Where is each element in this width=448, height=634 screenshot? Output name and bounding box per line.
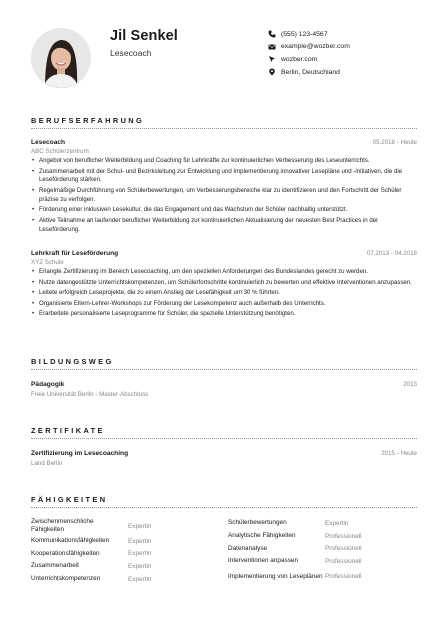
skill-item [228, 517, 362, 530]
section-divider [31, 128, 417, 129]
certificate-date: 2015 - Heute [381, 450, 417, 457]
contact-website-text[interactable]: wozber.com [281, 55, 318, 63]
contact-email-text[interactable]: example@wozber.com [281, 43, 350, 51]
section-divider [31, 369, 417, 370]
contact-location-text: Berlin, Deutschland [281, 68, 340, 76]
job-date: 05.2018 - Heute [372, 139, 417, 146]
section-title-experience: BERUFSERFAHRUNG [31, 116, 145, 125]
list-item: • Angebot von beruflicher Weiterbildung und Coaching für Lehrkräfte zur kontinuierlichen Verbesserung des Leseunterrichts. [31, 157, 417, 166]
job-title: Lesecoach [31, 139, 66, 146]
list-item: • Erlangte Zertifizierung im Bereich Lesecoaching, um den speziellen Anforderungen des Bundeslandes gerecht zu werden. [31, 268, 417, 277]
skill-item [228, 568, 362, 586]
skill-level: Expertin [128, 537, 152, 545]
contact-phone [268, 28, 350, 41]
section-title-skills: FÄHIGKEITEN [31, 495, 108, 504]
skill-level: Expertin [128, 522, 152, 530]
skill-item [228, 530, 362, 543]
skill-level: Expertin [325, 520, 349, 527]
skill-level: Professionell [325, 557, 362, 565]
section-divider [31, 507, 417, 508]
skill-name: Interventionen anpassen [228, 557, 298, 565]
section-divider [31, 438, 417, 439]
skill-item [31, 560, 151, 573]
list-item: • Zusammenarbeit mit der Schul- und Bezirksleitung zur Entwicklung und Implementierung innovativer Lesepläne und -initiativen, die die Leseförderung stärken. [31, 168, 417, 186]
mail-icon [268, 43, 276, 51]
skill-name: Kommunikationsfähigkeiten [31, 537, 110, 545]
contact-location [268, 66, 350, 79]
contact-list [268, 28, 350, 78]
list-item: • Organisierte Eltern-Lehrer-Workshops zur Förderung der Lesekompetenz auch außerhalb des Unterrichts. [31, 300, 417, 309]
skill-name: Implementierung von Leseplänen [228, 572, 323, 580]
contact-website [268, 53, 350, 66]
job-bullets [31, 157, 417, 236]
skill-name: Analytische Fähigkeiten [228, 532, 296, 540]
section-title-certificates: ZERTIFIKATE [31, 426, 105, 435]
list-item: • Aktive Teilnahme an laufender beruflicher Weiterbildung zur kontinuierlichen Aktualisierung der neuesten Best Practices in der Leseförderung. [31, 217, 417, 235]
globe-icon [268, 55, 276, 63]
job-bullets [31, 268, 417, 321]
location-pin-icon [268, 68, 276, 76]
skill-name: Schülerbewertungen [228, 519, 287, 527]
job-title: Lehrkraft für Leseförderung [31, 250, 119, 257]
skill-name: Kooperationsfähigkeiten [31, 549, 100, 557]
list-item: • Regelmäßige Durchführung von Schülerbewertungen, um Verbesserungsbereiche klar zu identifizieren und den Fortschritt der Schüler präzise zu verfolgen. [31, 187, 417, 205]
phone-icon [268, 30, 276, 38]
section-title-education: BILDUNGSWEG [31, 357, 114, 366]
skill-item [31, 573, 151, 586]
candidate-name: Jil Senkel [110, 28, 178, 44]
contact-email [268, 41, 350, 54]
skill-name: Unterrichtskompetenzen [31, 574, 101, 582]
list-item: • Nutze datengestützte Unterrichtskompetenzen, um Schülerfortschritte kontinuierlich zu bewerten und effektive Interventionen anzupassen. [31, 279, 417, 288]
certificate-title: Zertifizierung im Lesecoaching [31, 450, 129, 457]
avatar-portrait-icon [31, 28, 91, 88]
list-item: • Leitete erfolgreich Leseprojekte, die zu einem Anstieg der Lesefähigkeit um 30 % führten. [31, 289, 417, 298]
skill-level: Professionell [325, 573, 362, 581]
skill-item [31, 535, 151, 548]
job-company: ABC Schülerzentrum [31, 148, 89, 155]
skills-column-right [228, 517, 362, 586]
skill-level: Expertin [128, 550, 152, 558]
skill-item [31, 548, 151, 561]
skill-item [31, 517, 151, 535]
skill-name: Zwischenmenschliche Fähigkeiten [31, 517, 94, 533]
skill-level: Expertin [128, 575, 152, 583]
education-title: Pädagogik [31, 381, 65, 388]
job-date: 07.2013 - 04.2018 [366, 250, 417, 257]
list-item: • Erarbeitete personalisierte Leseprogramme für Schüler, die spezielle Unterstützung benötigten. [31, 310, 417, 319]
job-company: XYZ Schule [31, 259, 64, 266]
avatar [31, 28, 91, 88]
contact-phone-text[interactable]: (555) 123-4567 [281, 30, 328, 38]
candidate-role: Lesecoach [110, 48, 152, 58]
certificate-issuer: Land Berlin [31, 460, 63, 467]
skill-name: Zusammenarbeit [31, 562, 79, 570]
skills-column-left [31, 517, 151, 585]
skill-item [228, 555, 362, 568]
skill-level: Professionell [325, 532, 362, 540]
education-institution: Freie Universität Berlin - Master-Abschluss [31, 391, 149, 398]
skill-item [228, 543, 362, 556]
list-item: • Förderung einer inklusiven Lesekultur, die das Engagement und das Wachstum der Schüler nachhaltig unterstützt. [31, 206, 417, 215]
skill-level: Professionell [325, 545, 362, 553]
skill-level: Expertin [128, 562, 152, 570]
education-date: 2013 [403, 381, 417, 388]
skill-name: Datenanalyse [228, 544, 268, 552]
